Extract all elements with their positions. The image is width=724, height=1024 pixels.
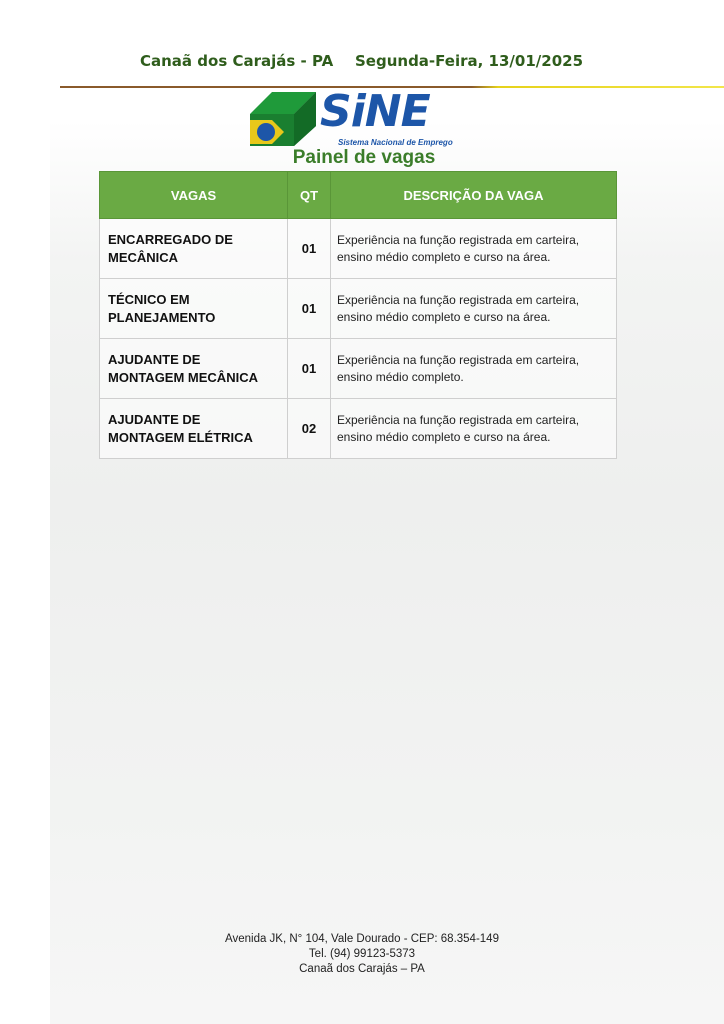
description-cell: Experiência na função registrada em carteira, ensino médio completo e curso na área. — [331, 279, 617, 339]
quantity-cell: 02 — [288, 399, 331, 459]
table-row — [100, 219, 617, 279]
quantity-cell: 01 — [288, 279, 331, 339]
table-row — [100, 279, 617, 339]
table-row — [100, 399, 617, 459]
column-header-qt: QT — [288, 172, 331, 219]
header-city: Canaã dos Carajás - PA — [140, 52, 334, 70]
job-title-cell: TÉCNICO EM PLANEJAMENTO — [100, 279, 288, 339]
panel-title: Painel de vagas — [292, 147, 436, 168]
footer-address: Avenida JK, N° 104, Vale Dourado - CEP: 68.354-149 — [225, 933, 499, 945]
document-header — [140, 52, 600, 78]
job-vacancies-table — [99, 171, 617, 459]
description-cell: Experiência na função registrada em carteira, ensino médio completo e curso na área. — [331, 399, 617, 459]
description-cell: Experiência na função registrada em carteira, ensino médio completo. — [331, 339, 617, 399]
logo-wordmark: SiNE — [320, 86, 430, 137]
document-footer — [0, 932, 724, 977]
quantity-cell: 01 — [288, 339, 331, 399]
footer-city: Canaã dos Carajás – PA — [299, 963, 425, 975]
job-title-cell: AJUDANTE DE MONTAGEM MECÂNICA — [100, 339, 288, 399]
header-date: Segunda-Feira, 13/01/2025 — [355, 52, 584, 70]
quantity-cell: 01 — [288, 219, 331, 279]
column-header-descricao: DESCRIÇÃO DA VAGA — [331, 172, 617, 219]
sine-logo — [250, 86, 453, 148]
column-header-vagas: VAGAS — [100, 172, 288, 219]
table-row — [100, 339, 617, 399]
footer-phone: Tel. (94) 99123-5373 — [308, 948, 416, 960]
logo-subtitle: Sistema Nacional de Emprego — [338, 138, 453, 147]
job-title-cell: ENCARREGADO DE MECÂNICA — [100, 219, 288, 279]
brazil-flag-icon — [250, 90, 320, 148]
description-cell: Experiência na função registrada em carteira, ensino médio completo e curso na área. — [331, 219, 617, 279]
table-header-row — [100, 172, 617, 219]
job-title-cell: AJUDANTE DE MONTAGEM ELÉTRICA — [100, 399, 288, 459]
